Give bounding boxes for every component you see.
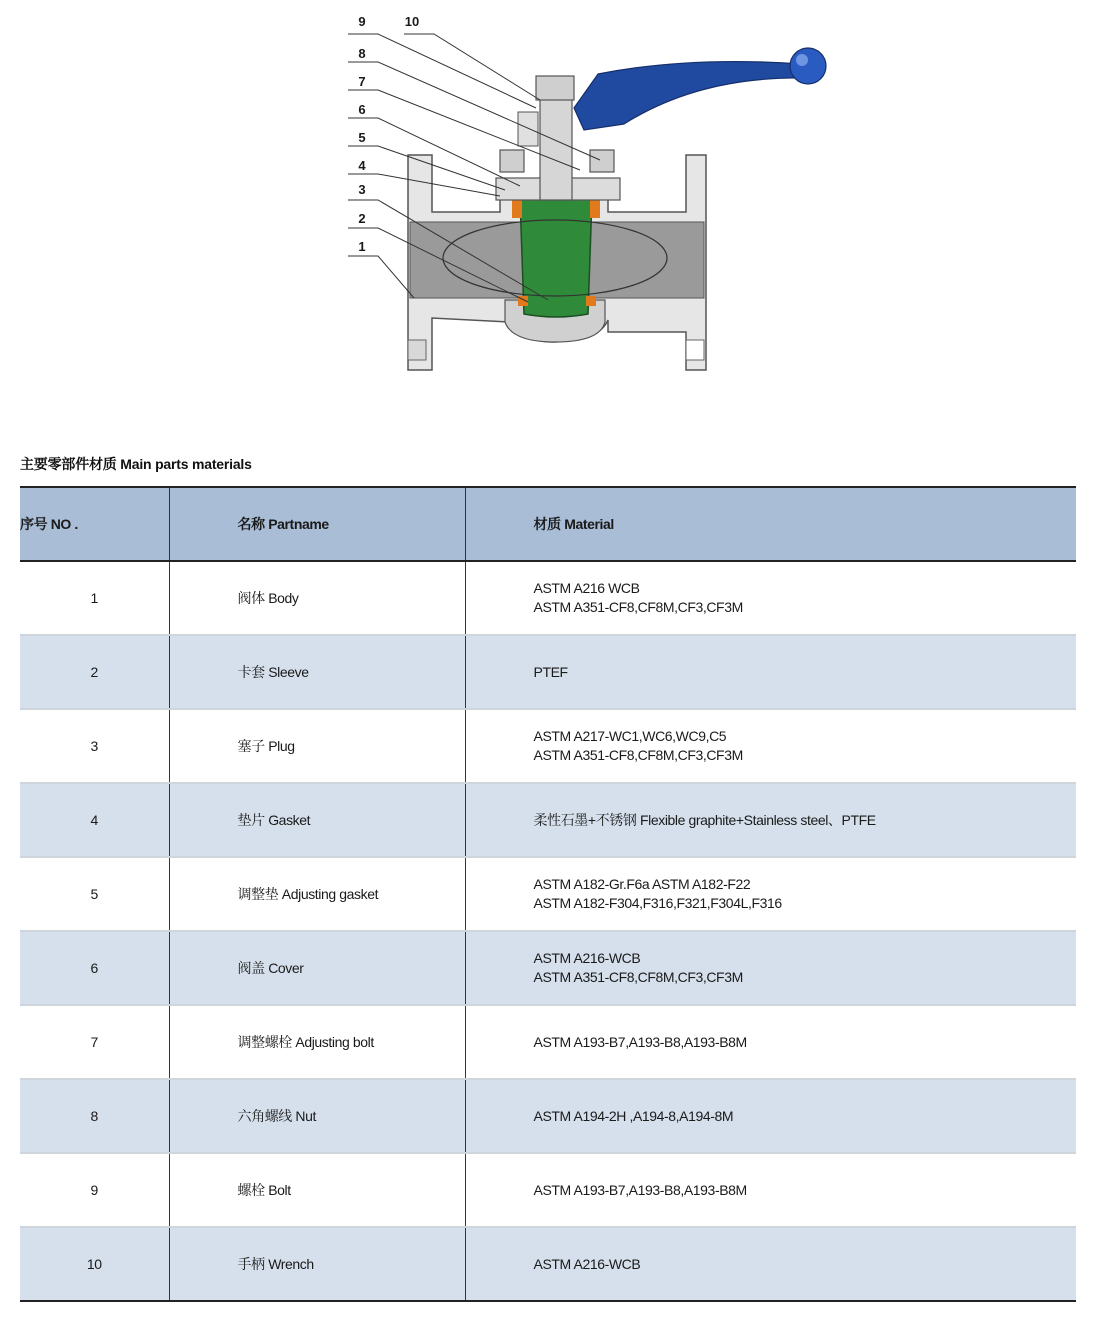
table-row: [20, 709, 1076, 783]
gasket-top-left: [512, 200, 522, 218]
handle-knob: [790, 48, 826, 84]
table-row: [20, 1227, 1076, 1301]
row-material: [465, 1153, 1076, 1227]
table-row: [20, 561, 1076, 635]
header-partname: 名称 Partname: [169, 487, 465, 561]
row-partname: 螺栓 Bolt: [169, 1153, 465, 1227]
wrench-handle: [574, 62, 806, 130]
row-partname: 阀盖 Cover: [169, 931, 465, 1005]
gasket-bottom-right: [586, 296, 596, 306]
row-number: 3: [20, 709, 169, 783]
row-material: [465, 561, 1076, 635]
material-line: ASTM A351-CF8,CF8M,CF3,CF3M: [533, 747, 743, 763]
row-number: 6: [20, 931, 169, 1005]
stem: [540, 96, 572, 200]
row-material: [465, 857, 1076, 931]
row-material: [465, 931, 1076, 1005]
table-row: [20, 1153, 1076, 1227]
row-material: [465, 1227, 1076, 1301]
row-partname: 垫片 Gasket: [169, 783, 465, 857]
row-partname: 调整螺栓 Adjusting bolt: [169, 1005, 465, 1079]
callout-6: 6: [358, 102, 366, 117]
callout-4: 4: [358, 158, 366, 173]
row-material: [465, 709, 1076, 783]
callout-3: 3: [358, 182, 366, 197]
valve-cross-section-diagram: [0, 0, 1100, 400]
table-row: [20, 1005, 1076, 1079]
row-number: 8: [20, 1079, 169, 1153]
row-partname: 手柄 Wrench: [169, 1227, 465, 1301]
callout-10: 10: [404, 14, 420, 29]
nut-right: [590, 150, 614, 172]
row-partname: 六角螺线 Nut: [169, 1079, 465, 1153]
flange-slot: [408, 340, 426, 360]
table-row: [20, 857, 1076, 931]
table-row: [20, 931, 1076, 1005]
material-line: ASTM A351-CF8,CF8M,CF3,CF3M: [533, 599, 743, 615]
material-line: 柔性石墨+不锈钢 Flexible graphite+Stainless steel、PTFE: [533, 811, 876, 828]
header-material: 材质 Material: [465, 487, 1076, 561]
row-number: 4: [20, 783, 169, 857]
row-material: [465, 783, 1076, 857]
flange-slot: [686, 340, 704, 360]
material-line: ASTM A182-F304,F316,F321,F304L,F316: [533, 895, 782, 911]
row-material: [465, 1005, 1076, 1079]
table-header-row: [20, 487, 1076, 561]
material-line: ASTM A216-WCB: [533, 1255, 641, 1272]
nut-left: [500, 150, 524, 172]
parts-materials-table: [20, 486, 1076, 1302]
table-row: [20, 783, 1076, 857]
section-title: 主要零部件材质 Main parts materials: [20, 456, 252, 472]
row-partname: 调整垫 Adjusting gasket: [169, 857, 465, 931]
material-line: PTEF: [533, 663, 568, 680]
row-partname: 阀体 Body: [169, 561, 465, 635]
material-line: ASTM A216-WCB: [533, 950, 641, 966]
handle-knob-highlight: [796, 54, 808, 66]
gasket-top-right: [590, 200, 600, 218]
row-number: 7: [20, 1005, 169, 1079]
callout-2: 2: [358, 211, 366, 226]
row-material: [465, 1079, 1076, 1153]
table-row: [20, 1079, 1076, 1153]
material-line: ASTM A182-Gr.F6a ASTM A182-F22: [533, 876, 751, 892]
row-number: 5: [20, 857, 169, 931]
table-row: [20, 635, 1076, 709]
material-line: ASTM A194-2H ,A194-8,A194-8M: [533, 1107, 734, 1124]
material-line: ASTM A193-B7,A193-B8,A193-B8M: [533, 1181, 747, 1198]
row-number: 9: [20, 1153, 169, 1227]
plug: [520, 198, 592, 317]
stem-nut: [536, 76, 574, 100]
row-partname: 塞子 Plug: [169, 709, 465, 783]
header-no: 序号 NO .: [20, 487, 169, 561]
row-material: [465, 635, 1076, 709]
material-line: ASTM A193-B7,A193-B8,A193-B8M: [533, 1033, 747, 1050]
stop-tab: [518, 112, 538, 146]
material-line: ASTM A217-WC1,WC6,WC9,C5: [533, 728, 727, 744]
row-partname: 卡套 Sleeve: [169, 635, 465, 709]
callout-9: 9: [358, 14, 366, 29]
material-line: ASTM A351-CF8,CF8M,CF3,CF3M: [533, 969, 743, 985]
row-number: 2: [20, 635, 169, 709]
material-line: ASTM A216 WCB: [533, 580, 640, 596]
row-number: 10: [20, 1227, 169, 1301]
callout-8: 8: [358, 46, 366, 61]
callout-5: 5: [358, 130, 366, 145]
row-number: 1: [20, 561, 169, 635]
callout-7: 7: [358, 74, 366, 89]
callout-1: 1: [358, 239, 366, 254]
